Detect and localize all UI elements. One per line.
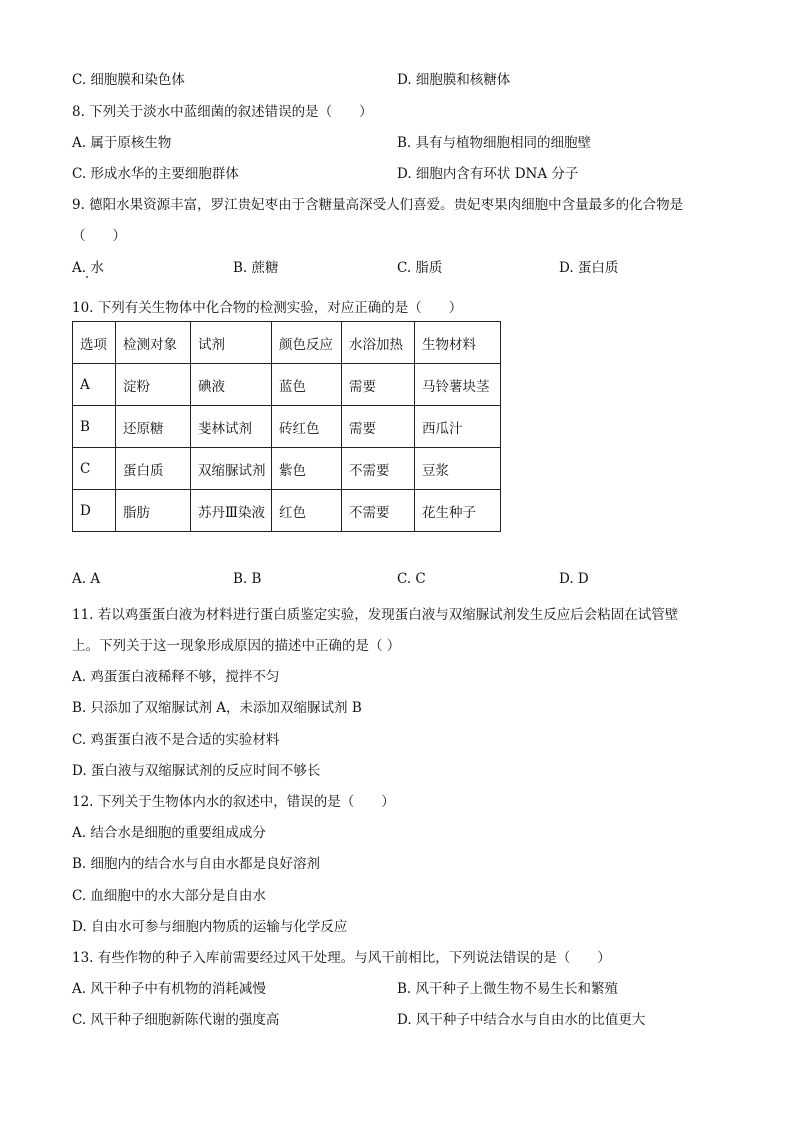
q10-option-b: B. B (233, 571, 262, 587)
table-row (73, 406, 501, 448)
q11-stem-line1: 11. 若以鸡蛋蛋白液为材料进行蛋白质鉴定实验，发现蛋白液与双缩脲试剂发生反应后会粘固在试管壁 (72, 607, 679, 623)
table-cell: 不需要 (342, 490, 415, 532)
table-cell: 双缩脲试剂 (191, 448, 272, 490)
table-cell: 需要 (342, 364, 415, 406)
q10-stem: 10. 下列有关生物体中化合物的检测实验，对应正确的是（ ） (72, 300, 463, 316)
table-cell: 紫色 (272, 448, 342, 490)
table-header-row (73, 322, 501, 364)
q8-option-a: A. 属于原核生物 (72, 135, 172, 151)
table-cell: 脂肪 (116, 490, 191, 532)
table-header-cell: 检测对象 (116, 322, 191, 364)
q13-option-d: D. 风干种子中结合水与自由水的比值更大 (397, 1012, 646, 1028)
table-cell: 碘液 (191, 364, 272, 406)
table-cell: A (73, 364, 116, 406)
q11-option-d: D. 蛋白液与双缩脲试剂的反应时间不够长 (72, 763, 321, 779)
q8-stem: 8. 下列关于淡水中蓝细菌的叙述错误的是（ ） (72, 104, 373, 120)
q7-option-d: D. 细胞膜和核糖体 (397, 72, 511, 88)
q8-option-c: C. 形成水华的主要细胞群体 (72, 166, 239, 182)
q9-option-b: B. 蔗糖 (233, 260, 279, 276)
q13-option-b: B. 风干种子上微生物不易生长和繁殖 (397, 981, 619, 997)
table-cell: C (73, 448, 116, 490)
q11-stem-line2: 上。下列关于这一现象形成原因的描述中正确的是（ ） (72, 638, 401, 654)
q10-option-a: A. A (72, 571, 101, 587)
table-cell: 淀粉 (116, 364, 191, 406)
table-cell: 蓝色 (272, 364, 342, 406)
q13-stem: 13. 有些作物的种子入库前需要经过风干处理。与风干前相比，下列说法错误的是（ ） (72, 950, 611, 966)
table-cell: 马铃薯块茎 (415, 364, 501, 406)
q9-stem-line1: 9. 德阳水果资源丰富，罗江贵妃枣由于含糖量高深受人们喜爱。贵妃枣果肉细胞中含量最多的化合物是 (72, 197, 684, 213)
q8-option-d: D. 细胞内含有环状 DNA 分子 (397, 166, 579, 182)
q11-option-a: A. 鸡蛋蛋白液稀释不够，搅拌不匀 (72, 669, 280, 685)
q11-option-c: C. 鸡蛋蛋白液不是合适的实验材料 (72, 732, 280, 748)
table-cell: 苏丹Ⅲ染液 (191, 490, 272, 532)
table-cell: 还原糖 (116, 406, 191, 448)
table-cell: B (73, 406, 116, 448)
table-header-cell: 生物材料 (415, 322, 501, 364)
q8-option-b: B. 具有与植物细胞相同的细胞壁 (397, 135, 592, 151)
q7-option-c: C. 细胞膜和染色体 (72, 72, 185, 88)
table-cell: 西瓜汁 (415, 406, 501, 448)
q12-option-d: D. 自由水可参与细胞内物质的运输与化学反应 (72, 919, 348, 935)
table-header-cell: 选项 (73, 322, 116, 364)
q13-option-c: C. 风干种子细胞新陈代谢的强度高 (72, 1012, 280, 1028)
q10-table (72, 321, 501, 532)
table-row (73, 448, 501, 490)
table-cell: 不需要 (342, 448, 415, 490)
table-cell: 蛋白质 (116, 448, 191, 490)
table-header-cell: 颜色反应 (272, 322, 342, 364)
table-cell: D (73, 490, 116, 532)
q12-option-b: B. 细胞内的结合水与自由水都是良好溶剂 (72, 856, 321, 872)
q9-option-c: C. 脂质 (397, 260, 443, 276)
table-cell: 红色 (272, 490, 342, 532)
table-cell: 需要 (342, 406, 415, 448)
table-header-cell: 水浴加热 (342, 322, 415, 364)
q9-option-d: D. 蛋白质 (559, 260, 619, 276)
q12-stem: 12. 下列关于生物体内水的叙述中，错误的是（ ） (72, 794, 395, 810)
table-row (73, 364, 501, 406)
q9-option-a: A. 水 (72, 260, 104, 276)
table-header-cell: 试剂 (191, 322, 272, 364)
table-cell: 豆浆 (415, 448, 501, 490)
q10-option-d: D. D (559, 571, 589, 587)
stray-dot (86, 276, 88, 278)
q10-option-c: C. C (397, 571, 426, 587)
q12-option-a: A. 结合水是细胞的重要组成成分 (72, 825, 266, 841)
q13-option-a: A. 风干种子中有机物的消耗减慢 (72, 981, 266, 997)
q11-option-b: B. 只添加了双缩脲试剂 A，未添加双缩脲试剂 B (72, 700, 362, 716)
table-row (73, 490, 501, 532)
table-cell: 斐林试剂 (191, 406, 272, 448)
q12-option-c: C. 血细胞中的水大部分是自由水 (72, 888, 266, 904)
table-cell: 花生种子 (415, 490, 501, 532)
table-cell: 砖红色 (272, 406, 342, 448)
q9-stem-line2: （ ） (72, 228, 126, 244)
